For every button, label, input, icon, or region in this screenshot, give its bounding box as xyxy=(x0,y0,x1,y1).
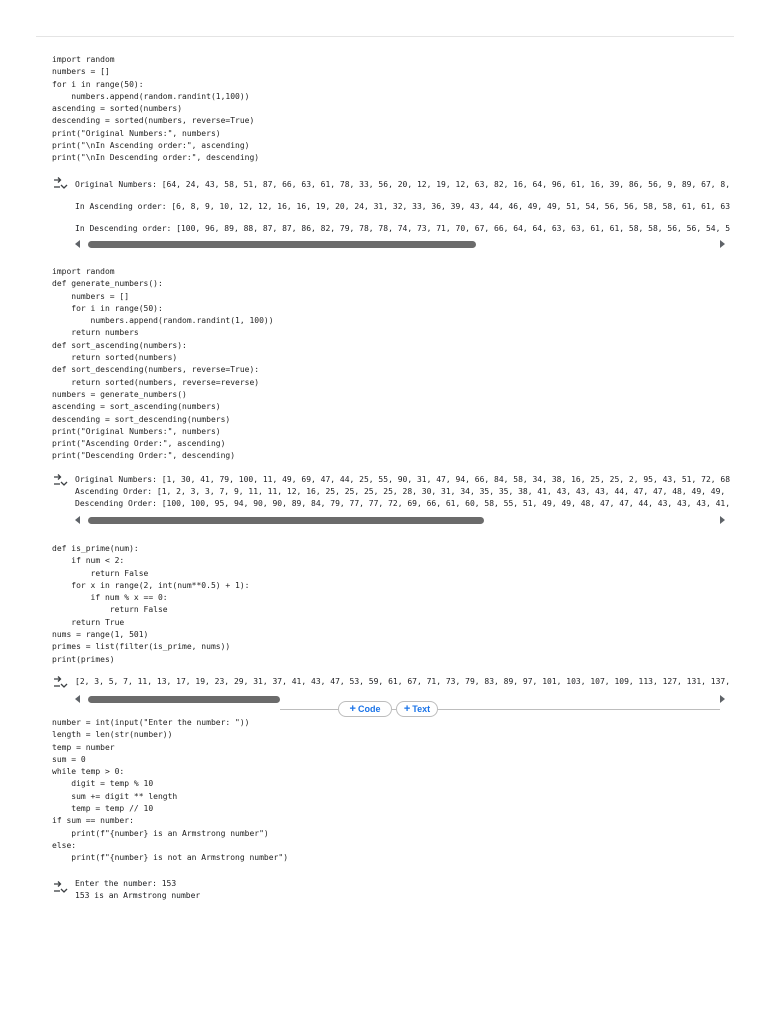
plus-icon: + xyxy=(403,703,411,715)
horizontal-scrollbar-thumb[interactable] xyxy=(88,241,476,248)
scroll-left-arrow-icon[interactable] xyxy=(75,240,80,248)
cell-output-2: Original Numbers: [1, 30, 41, 79, 100, 11, 49, 69, 47, 44, 25, 55, 90, 31, 47, 94, 66, 84, 58, 34, 38, 16, 25, 25, 2, 95, 43, 51, 72, 68 Ascending Order: [1, 2, 3, 3, 7, 9, 11, 11, 12, 16, 25, 25, 25, 25, 28, 30, 31, 34, 35, 35, 38, 41, 43, 43, 43, 44, 47, 47, 48, 49, 49, Descending Order: [100, 100, 95, 94, 90, 90, 89, 84, 79, 77, 77, 72, 69, 66, 61, 60, 58, 55, 51, 49, 49, 48, 47, 47, 44, 43, 43, 43, 41, xyxy=(75,475,730,508)
scroll-right-arrow-icon[interactable] xyxy=(720,240,725,248)
code-cell-3[interactable]: def is_prime(num): if num < 2: return False for x in range(2, int(num**0.5) + 1): if num % x == 0: return False return True nums = range(1, 501) primes = list(filter(is_prime, nums)) print(primes) xyxy=(52,544,250,664)
horizontal-scrollbar-thumb[interactable] xyxy=(88,696,280,703)
output-toggle-icon[interactable] xyxy=(52,880,68,894)
add-code-button[interactable] xyxy=(338,701,392,717)
output-toggle-icon[interactable] xyxy=(52,675,68,689)
plus-icon: + xyxy=(349,703,356,715)
cell-output-1: Original Numbers: [64, 24, 43, 58, 51, 87, 66, 63, 61, 78, 33, 56, 20, 12, 19, 12, 63, 82, 16, 64, 96, 61, 16, 39, 86, 56, 9, 89, 67, 8, In Ascending order: [6, 8, 9, 10, 12, 12, 16, 16, 19, 20, 24, 31, 32, 33, 36, 39, 43, 44, 46, 49, 49, 51, 54, 56, 56, 58, 58, 61, 61, 63 In Descending order: [100, 96, 89, 88, 87, 87, 86, 82, 79, 78, 78, 74, 73, 71, 70, 67, 66, 64, 64, 63, 63, 61, 61, 58, 58, 56, 56, 54, 5 xyxy=(75,180,730,233)
add-cell-divider-left xyxy=(280,709,338,710)
output-toggle-icon[interactable] xyxy=(52,473,68,487)
output-toggle-icon[interactable] xyxy=(52,176,68,190)
add-text-button[interactable] xyxy=(396,701,438,717)
add-cell-divider-right xyxy=(438,709,720,710)
scroll-left-arrow-icon[interactable] xyxy=(75,516,80,524)
add-text-label: Text xyxy=(412,704,431,714)
scroll-right-arrow-icon[interactable] xyxy=(720,516,725,524)
cell-output-3: [2, 3, 5, 7, 11, 13, 17, 19, 23, 29, 31, 37, 41, 43, 47, 53, 59, 61, 67, 71, 73, 79, 83, 89, 97, 101, 103, 107, 109, 113, 127, 131, 137, xyxy=(75,677,730,686)
horizontal-scrollbar-thumb[interactable] xyxy=(88,517,484,524)
code-cell-1[interactable]: import random numbers = [] for i in range(50): numbers.append(random.randint(1,100)) ascending = sorted(numbers) descending = sorted(numbers, reverse=True) print("Original Numbers:", numbers) print("\nIn Ascending order:", ascending) print("\nIn Descending order:", descending) xyxy=(52,55,260,163)
add-code-label: Code xyxy=(357,704,381,714)
scroll-right-arrow-icon[interactable] xyxy=(720,695,725,703)
code-cell-4[interactable]: number = int(input("Enter the number: ")) length = len(str(number)) temp = number sum = 0 while temp > 0: digit = temp % 10 sum += digit ** length temp = temp // 10 if sum == number: print(f"{number} is an Armstrong number") else: print(f"{number} is not an Armstrong number") xyxy=(52,718,289,863)
notebook-top-divider xyxy=(36,36,734,37)
scroll-left-arrow-icon[interactable] xyxy=(75,695,80,703)
cell-output-4: Enter the number: 153 153 is an Armstrong number xyxy=(75,879,201,900)
code-cell-2[interactable]: import random def generate_numbers(): numbers = [] for i in range(50): numbers.append(random.randint(1, 100)) return numbers def sort_ascending(numbers): return sorted(numbers) def sort_descending(numbers, reverse=True): return sorted(numbers, reverse=reverse) numbers = generate_numbers() ascending = sort_ascending(numbers) descending = sort_descending(numbers) print("Original Numbers:", numbers) print("Ascending Order:", ascending) print("Descending Order:", descending) xyxy=(52,267,274,461)
